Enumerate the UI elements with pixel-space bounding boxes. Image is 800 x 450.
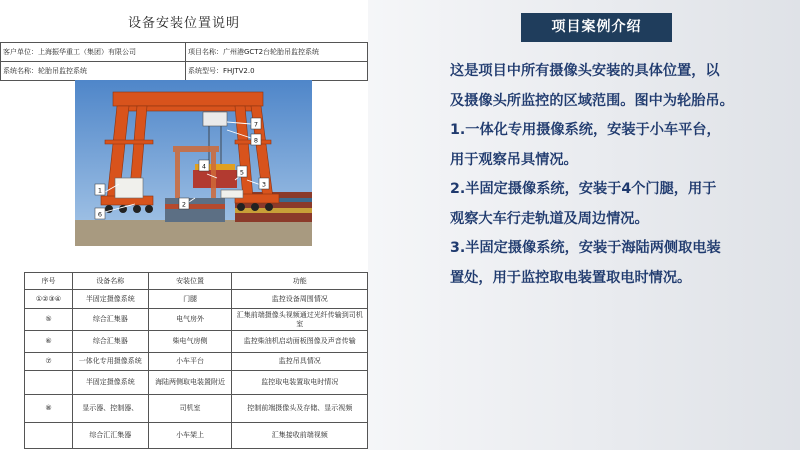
cell-device: 半固定摄像系统	[72, 371, 148, 395]
cell-device: 综合汇集器	[72, 331, 148, 353]
project-cell: 项目名称：广州港GCT2台轮胎吊监控系统	[186, 43, 368, 62]
equipment-table	[24, 272, 368, 449]
cell-function: 监控取电装置取电时情况	[232, 371, 368, 395]
table-row	[25, 395, 368, 423]
intro-paragraph: 这是项目中所有摄像头安装的具体位置，以 及摄像头所监控的区域范围。图中为轮胎吊。	[450, 63, 734, 109]
cell-device: 显示器、控制器、	[72, 395, 148, 423]
cell-location: 小车平台	[148, 353, 232, 371]
svg-text:8: 8	[253, 136, 259, 145]
cell-no: ⑧	[25, 395, 73, 423]
marker-8	[251, 134, 261, 145]
table-row	[25, 309, 368, 331]
cell-no: ⑦	[25, 353, 73, 371]
system-model-cell: 系统型号：FHJTV2.0	[186, 62, 368, 81]
marker-1	[95, 184, 105, 195]
cell-function: 监控柴油机启动面板图像及声音传输	[232, 331, 368, 353]
cell-function: 汇集接收前端视频	[232, 423, 368, 449]
svg-text:1: 1	[97, 186, 103, 195]
point-3-paragraph: 3.半固定摄像系统，安装于海陆两侧取电装 置处，用于监控取电装置取电时情况。	[450, 240, 721, 286]
marker-7	[251, 118, 261, 129]
crane-photo	[75, 80, 312, 246]
svg-text:3: 3	[261, 180, 267, 189]
cell-function: 监控设备周围情况	[232, 290, 368, 309]
cell-device: 综合汇集器	[72, 309, 148, 331]
cell-location: 海陆两侧取电装置附近	[148, 371, 232, 395]
cell-location: 电气房外	[148, 309, 232, 331]
cell-location: 司机室	[148, 395, 232, 423]
intro-text	[450, 57, 795, 293]
cell-location: 小车架上	[148, 423, 232, 449]
case-intro-panel	[368, 0, 800, 450]
header-cell: 功能	[232, 273, 368, 290]
header-cell: 设备名称	[72, 273, 148, 290]
cell-location: 柴电气房侧	[148, 331, 232, 353]
cell-no: ⑥	[25, 331, 73, 353]
header-cell: 序号	[25, 273, 73, 290]
marker-4	[199, 160, 209, 171]
cell-device: 半固定摄像系统	[72, 290, 148, 309]
cell-function: 控制前端摄像头及存储、显示视频	[232, 395, 368, 423]
marker-2	[179, 198, 189, 209]
section-badge: 项目案例介绍	[521, 13, 672, 42]
cell-location: 门腿	[148, 290, 232, 309]
system-name-cell: 系统名称：轮胎吊监控系统	[1, 62, 186, 81]
table-row	[25, 423, 368, 449]
point-2-paragraph: 2.半固定摄像系统，安装于4个门腿，用于 观察大车行走轨道及周边情况。	[450, 181, 717, 227]
table-row	[25, 290, 368, 309]
header-cell: 安装位置	[148, 273, 232, 290]
cell-no	[25, 423, 73, 449]
document-title: 设备安装位置说明	[127, 16, 240, 31]
cell-function: 汇集前端摄像头视频通过光纤传输到司机室	[232, 309, 368, 331]
table-header-row	[25, 273, 368, 290]
table-row	[25, 371, 368, 395]
svg-text:7: 7	[253, 120, 259, 129]
cell-no	[25, 371, 73, 395]
point-1-paragraph: 1.一体化专用摄像系统，安装于小车平台， 用于观察吊具情况。	[450, 122, 721, 168]
cell-device: 一体化专用摄像系统	[72, 353, 148, 371]
svg-text:2: 2	[181, 200, 187, 209]
cell-device: 综合汇汇集器	[72, 423, 148, 449]
table-row	[25, 353, 368, 371]
svg-text:6: 6	[97, 210, 103, 219]
cell-no: ⑤	[25, 309, 73, 331]
cell-function: 监控吊具情况	[232, 353, 368, 371]
marker-3	[259, 178, 269, 189]
cell-no: ①②③④	[25, 290, 73, 309]
customer-cell: 客户单位：上海振华重工（集团）有限公司	[1, 43, 186, 62]
crane-illustration	[75, 80, 312, 246]
marker-6	[95, 208, 105, 219]
installation-document	[0, 0, 368, 450]
svg-text:5: 5	[239, 168, 245, 177]
table-row	[25, 331, 368, 353]
svg-text:4: 4	[201, 162, 207, 171]
info-table	[0, 42, 368, 81]
marker-5	[237, 166, 247, 177]
